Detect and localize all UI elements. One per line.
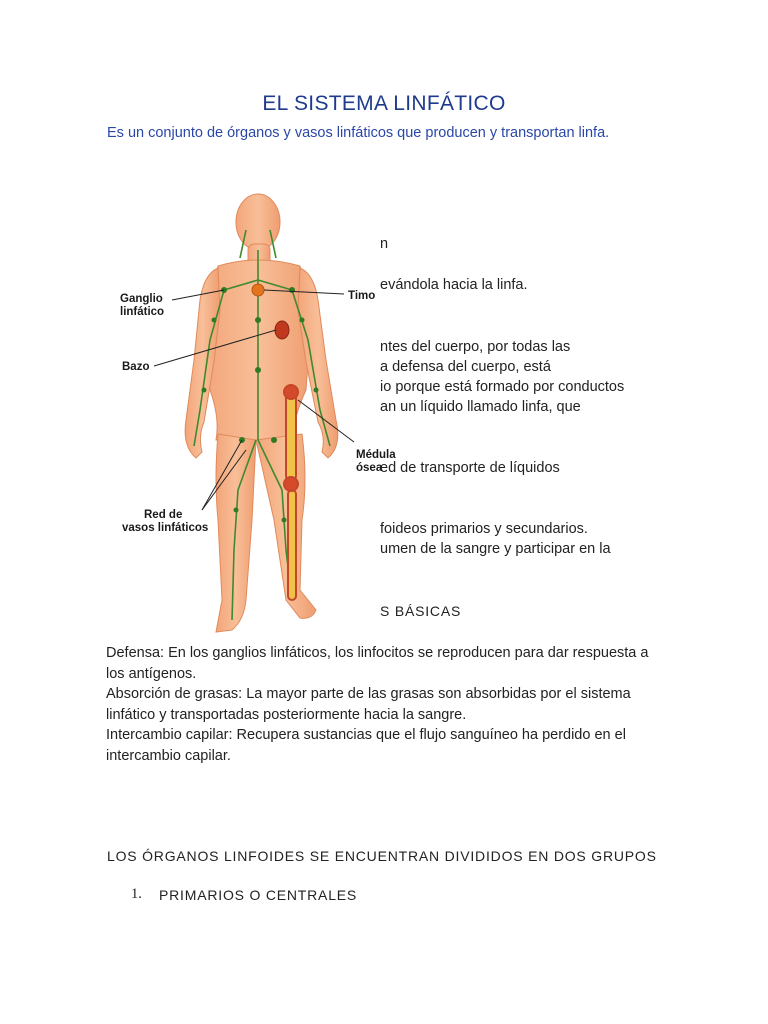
partial-line: ntes del cuerpo, por todas las <box>380 339 571 355</box>
label-ganglio: Ganglio <box>120 293 163 305</box>
spleen-organ <box>275 321 289 339</box>
label-red-de: Red de <box>144 509 183 521</box>
label-linfatico: linfático <box>120 306 165 318</box>
partial-line: io porque está formado por conductos <box>380 379 625 395</box>
page-title: EL SISTEMA LINFÁTICO <box>262 92 506 115</box>
partial-line: foideos primarios y secundarios. <box>380 521 588 537</box>
function-fat-absorption: Absorción de grasas: La mayor parte de las grasas son absorbidas por el sistema linfático y transportadas posteriormente hacia la sangre. <box>106 686 631 723</box>
label-timo: Timo <box>348 290 376 302</box>
partial-line: evándola hacia la linfa. <box>380 277 528 293</box>
section-heading: LOS ÓRGANOS LINFOIDES SE ENCUENTRAN DIVIDIDOS EN DOS GRUPOS <box>107 848 657 864</box>
intro-paragraph: Es un conjunto de órganos y vasos linfáticos que producen y transportan linfa. <box>107 125 610 141</box>
label-osea: ósea <box>356 462 383 474</box>
partial-line: ed de transporte de líquidos <box>380 460 560 476</box>
partial-line: an un líquido llamado linfa, que <box>380 399 581 415</box>
partial-line: a defensa del cuerpo, está <box>380 359 551 375</box>
label-vasos-linfaticos: vasos linfáticos <box>122 522 209 534</box>
function-capillary-exchange: Intercambio capilar: Recupera sustancias que el flujo sanguíneo ha perdido en el intercambio capilar. <box>106 727 626 764</box>
partial-line: umen de la sangre y participar en la <box>380 541 611 557</box>
function-defense: Defensa: En los ganglios linfáticos, los linfocitos se reproducen para dar respuesta a los antígenos. <box>106 645 649 682</box>
thymus-organ <box>252 284 264 296</box>
list-item: PRIMARIOS O CENTRALES <box>159 887 358 903</box>
lymphatic-system-figure <box>106 190 406 642</box>
partial-heading: S BÁSICAS <box>380 603 462 619</box>
label-bazo: Bazo <box>122 361 150 373</box>
label-medula: Médula <box>356 449 396 461</box>
partial-line: n <box>380 236 389 252</box>
functions-list <box>106 643 666 766</box>
list-number: 1. <box>131 886 142 902</box>
